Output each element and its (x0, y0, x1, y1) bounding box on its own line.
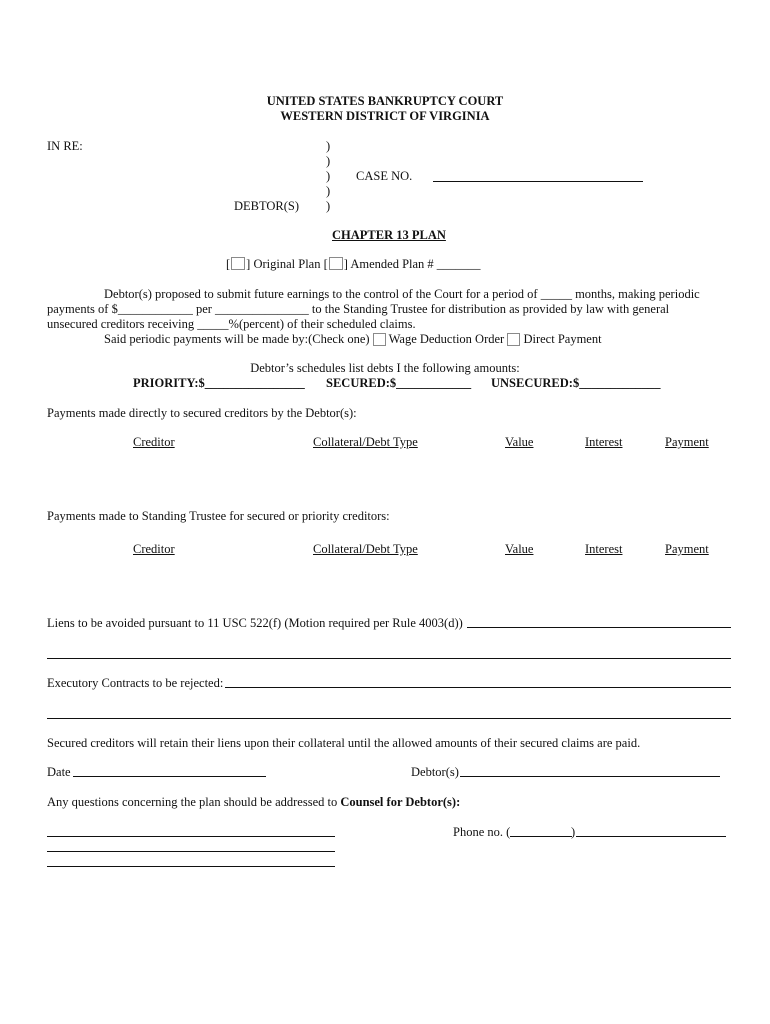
unsecured-amount: UNSECURED:$_____________ (491, 376, 661, 390)
counsel-address-line-3[interactable] (47, 866, 335, 867)
debtors-label: DEBTOR(S) (234, 199, 300, 213)
intro-line-1: Debtor(s) proposed to submit future earnings to the control of the Court for a period of _____ months, making periodic (104, 287, 700, 301)
schedules-heading: Debtor’s schedules list debts I the following amounts: (250, 361, 520, 375)
retain-liens-text: Secured creditors will retain their liens upon their collateral until the allowed amounts of their secured claims are paid. (47, 736, 641, 750)
column-header-value: Value (505, 435, 534, 449)
column-header-payment: Payment (665, 542, 709, 556)
counsel-label: Counsel for Debtor(s): (340, 795, 461, 809)
caption-paren: ) (326, 139, 331, 153)
trustee-payments-heading: Payments made to Standing Trustee for secured or priority creditors: (47, 509, 390, 523)
direct-payment-label: Direct Payment (523, 332, 602, 346)
executory-field[interactable] (225, 687, 731, 688)
priority-amount: PRIORITY:$________________ (133, 376, 305, 390)
liens-label: Liens to be avoided pursuant to 11 USC 522(f) (Motion required per Rule 4003(d)) (47, 616, 463, 630)
debtor-signature-label: Debtor(s) (411, 765, 459, 779)
caption-paren: ) (326, 169, 331, 183)
direct-payments-heading: Payments made directly to secured creditors by the Debtor(s): (47, 406, 357, 420)
date-field[interactable] (73, 776, 266, 777)
district-name: WESTERN DISTRICT OF VIRGINIA (280, 109, 490, 123)
intro-line-2: payments of $____________ per _______________ to the Standing Trustee for distribution as provided by law with general (47, 302, 670, 316)
caption-paren: ) (326, 184, 331, 198)
payment-method-row (104, 332, 602, 347)
open-bracket: [ (226, 257, 231, 271)
wage-deduction-label: Wage Deduction Order (388, 332, 505, 346)
date-label: Date (47, 765, 71, 779)
caption-paren: ) (326, 199, 331, 213)
phone-area-code-field[interactable] (510, 836, 572, 837)
debtor-signature-field[interactable] (460, 776, 720, 777)
original-plan-checkbox[interactable] (231, 257, 245, 270)
original-plan-label: ] Original Plan [ (246, 257, 328, 271)
column-header-creditor: Creditor (133, 435, 175, 449)
secured-amount: SECURED:$____________ (326, 376, 472, 390)
amended-plan-label: ] Amended Plan # _______ (343, 257, 481, 271)
executory-label: Executory Contracts to be rejected: (47, 676, 224, 690)
column-header-payment: Payment (665, 435, 709, 449)
plan-title: CHAPTER 13 PLAN (332, 228, 446, 242)
liens-field-line-2[interactable] (47, 658, 731, 659)
questions-text: Any questions concerning the plan should be addressed to (47, 795, 341, 809)
phone-close-paren: ) (571, 825, 576, 839)
case-no-label: CASE NO. (356, 169, 413, 183)
direct-payment-checkbox[interactable] (507, 333, 520, 346)
amended-plan-checkbox[interactable] (329, 257, 343, 270)
caption-paren: ) (326, 154, 331, 168)
column-header-creditor: Creditor (133, 542, 175, 556)
plan-type-row (226, 257, 481, 272)
column-header-interest: Interest (585, 435, 623, 449)
counsel-address-line-2[interactable] (47, 851, 335, 852)
court-name: UNITED STATES BANKRUPTCY COURT (266, 94, 504, 108)
wage-deduction-checkbox[interactable] (373, 333, 386, 346)
column-header-interest: Interest (585, 542, 623, 556)
column-header-collateral: Collateral/Debt Type (313, 542, 418, 556)
liens-field[interactable] (467, 627, 731, 628)
questions-line (47, 795, 460, 810)
case-no-field[interactable] (433, 181, 643, 182)
intro-line-3: unsecured creditors receiving _____%(percent) of their scheduled claims. (47, 317, 416, 331)
executory-field-line-2[interactable] (47, 718, 731, 719)
counsel-address-line-1[interactable] (47, 836, 335, 837)
in-re-label: IN RE: (47, 139, 83, 153)
payment-method-label: Said periodic payments will be made by:(Check one) (104, 332, 370, 346)
phone-label: Phone no. ( (453, 825, 511, 839)
phone-number-field[interactable] (576, 836, 726, 837)
column-header-value: Value (505, 542, 534, 556)
column-header-collateral: Collateral/Debt Type (313, 435, 418, 449)
